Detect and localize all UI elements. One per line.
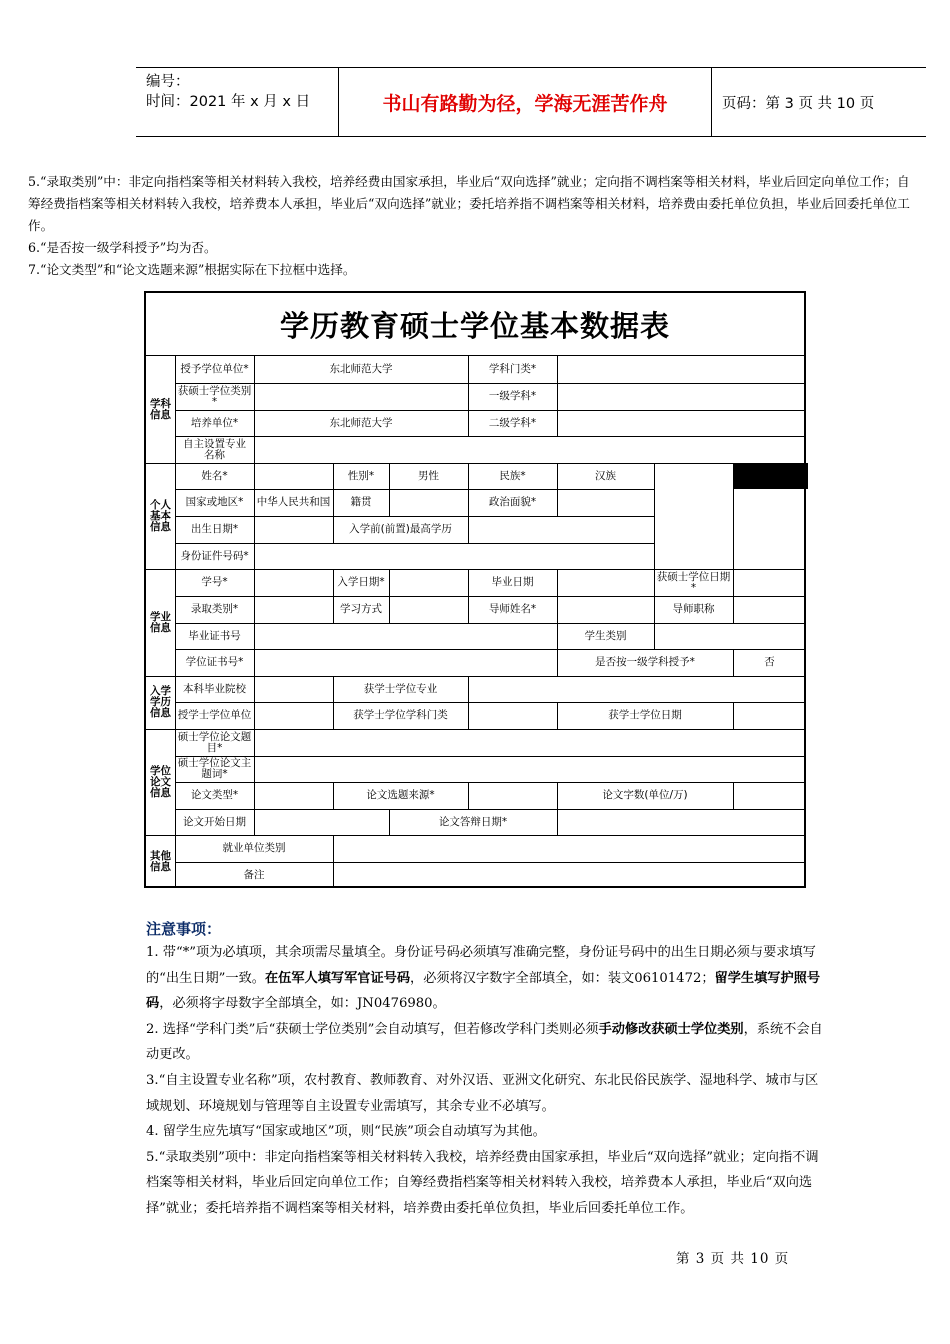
label-politics: 政治面貌*: [488, 496, 537, 508]
section-thesis: 学位 论文 信息: [150, 764, 171, 799]
doc-time-label: 时间：2021 年 x 月 x 日: [146, 94, 311, 110]
label-degree-date: 获硕士学位日期*: [656, 570, 731, 594]
label-native-place: 籍贯: [350, 496, 372, 508]
notes-title: 注意事项：: [146, 920, 222, 938]
doc-number-label: 编号：: [146, 74, 190, 90]
header-motto: 书山有路勤为径，学海无涯苦作舟: [382, 92, 668, 115]
page-header: [136, 67, 926, 137]
label-degree-cert: 学位证书号*: [185, 656, 244, 668]
label-name: 姓名*: [201, 469, 228, 482]
label-second-level: 二级学科*: [488, 416, 537, 429]
intro-item-7: 7.“论文类型”和“论文选题来源”根据实际在下拉框中选择。: [28, 262, 356, 277]
label-thesis-source: 论文选题来源*: [366, 789, 435, 801]
label-study-mode: 学习方式: [340, 603, 382, 615]
intro-item-5: 5.“录取类别”中：非定向指档案等相关材料转入我校，培养经费由国家承担，毕业后“双向选择”就业；定向指不调档案等相关材料，毕业后回定向单位工作；自筹经费指档案等相关材料转入我校，培养费本人承担，毕业后“双向选择”就业；委托培养指不调档案等相关材料，培养费由委托单位负担，毕业后回委托单位工作。: [28, 174, 910, 233]
value-gender: 男性: [418, 469, 439, 482]
note-4: 4. 留学生应先填写“国家或地区”项，则“民族”项会自动填写为其他。: [146, 1124, 546, 1140]
value-train-unit: 东北师范大学: [329, 416, 393, 429]
photo-area: [733, 463, 808, 489]
label-thesis-keywords: 硕士学位论文主题词*: [177, 757, 252, 780]
label-bachelor-school: 本科毕业院校: [183, 682, 246, 695]
note-1-text-d: 留学生填写护照号码: [146, 970, 821, 1012]
form-title: 学历教育硕士学位基本数据表: [146, 293, 804, 356]
label-remark: 备注: [243, 868, 265, 881]
intro-item-6: 6.“是否按一级学科授予”均为否。: [28, 240, 217, 255]
label-thesis-words: 论文字数(单位/万): [602, 789, 688, 801]
note-1-text-a: 1. 带“*”项为必填项，其余项需尽量填全。身份证号码必须填写准确完整，身份证号码中的出生日期必须与要求填写的“出生日期”一致。: [146, 945, 816, 986]
section-other: 其他 信息: [150, 849, 171, 873]
label-train-unit: 培养单位*: [190, 416, 239, 429]
label-advisor: 导师姓名*: [488, 603, 537, 615]
label-prior-education: 入学前(前置)最高学历: [349, 523, 452, 535]
section-personal: 个人 基本 信息: [150, 498, 171, 533]
note-1: [146, 940, 826, 1017]
header-page-label: 页码：第 3 页 共 10 页: [711, 68, 926, 136]
label-employer-type: 就业单位类别: [222, 842, 286, 854]
note-2-text-c: ，系统不会自动更改。: [146, 1021, 823, 1063]
label-first-level: 一级学科*: [488, 390, 537, 402]
label-degree-type: 获硕士学位类别*: [177, 384, 252, 408]
value-country: 中华人民共和国: [256, 496, 331, 508]
label-ethnicity: 民族*: [499, 469, 526, 482]
notes-list: [146, 940, 826, 1222]
label-bachelor-unit: 授学士学位单位: [177, 709, 252, 721]
label-country: 国家或地区*: [185, 496, 244, 508]
label-bachelor-date: 获学士学位日期: [608, 709, 682, 721]
header-meta: [136, 68, 339, 136]
section-prior-edu: 入学 学历 信息: [150, 685, 171, 719]
value-grant-unit: 东北师范大学: [329, 363, 393, 375]
label-gender: 性别*: [347, 469, 375, 482]
label-bachelor-major: 获学士学位专业: [363, 682, 438, 695]
label-student-type: 学生类别: [584, 629, 627, 642]
note-1-text-b: 在伍军人填写军官证号码: [264, 970, 411, 986]
label-thesis-title: 硕士学位论文题目*: [177, 730, 252, 754]
label-grant-unit: 授予学位单位*: [180, 363, 249, 375]
note-1-text-c: ，必须将汉字数字全部填全，如：装文06101472；: [410, 970, 715, 986]
page-footer: 第 3 页 共 10 页: [676, 1251, 790, 1267]
note-2-text-b: 手动修改获硕士学位类别: [598, 1021, 744, 1037]
label-student-no: 学号*: [201, 576, 228, 588]
label-id-number: 身份证件号码*: [180, 549, 249, 562]
label-grad-cert: 毕业证书号: [188, 629, 241, 642]
label-thesis-start: 论文开始日期: [183, 815, 246, 828]
label-birth-date: 出生日期*: [190, 523, 239, 535]
value-ethnicity: 汉族: [595, 469, 616, 482]
note-2-text-a: 2. 选择“学科门类”后“获硕士学位类别”会自动填写，但若修改学科门类则必须: [146, 1021, 599, 1037]
note-5: 5.“录取类别”项中：非定向指档案等相关材料转入我校，培养经费由国家承担，毕业后“双向选择”就业；定向指不调档案等相关材料，毕业后回定向单位工作；自筹经费指档案等相关材料转入我校，培养费本人承担，毕业后“双向选择”就业；委托培养指不调档案等相关材料，培养费由委托单位负担，毕业后回委托单位工作。: [146, 1149, 819, 1216]
note-2: [146, 1017, 826, 1068]
label-bachelor-discipline: 获学士学位学科门类: [353, 709, 448, 721]
value-by-first-level: 否: [764, 656, 775, 668]
label-discipline: 学科门类*: [488, 363, 537, 375]
section-discipline: 学科 信息: [150, 397, 171, 421]
section-study: 学业 信息: [150, 610, 171, 634]
label-admit-type: 录取类别*: [190, 603, 239, 615]
label-thesis-type: 论文类型*: [190, 789, 239, 801]
label-enroll-date: 入学日期*: [337, 576, 385, 588]
label-grad-date: 毕业日期: [491, 576, 534, 588]
note-1-text-e: ，必须将字母数字全部填全，如：JN0476980。: [159, 996, 446, 1012]
label-by-first-level: 是否按一级学科授予*: [595, 656, 695, 668]
intro-notes: [28, 171, 920, 281]
label-thesis-defense: 论文答辩日期*: [438, 815, 508, 828]
note-3: 3.“自主设置专业名称”项，农村教育、教师教育、对外汉语、亚洲文化研究、东北民俗民族学、湿地科学、城市与区域规划、环境规划与管理等自主设置专业需填写，其余专业不必填写。: [146, 1072, 819, 1114]
label-custom-major: 自主设置专业名称: [183, 437, 246, 461]
degree-data-form: [144, 291, 806, 888]
label-advisor-title: 导师职称: [672, 603, 715, 615]
